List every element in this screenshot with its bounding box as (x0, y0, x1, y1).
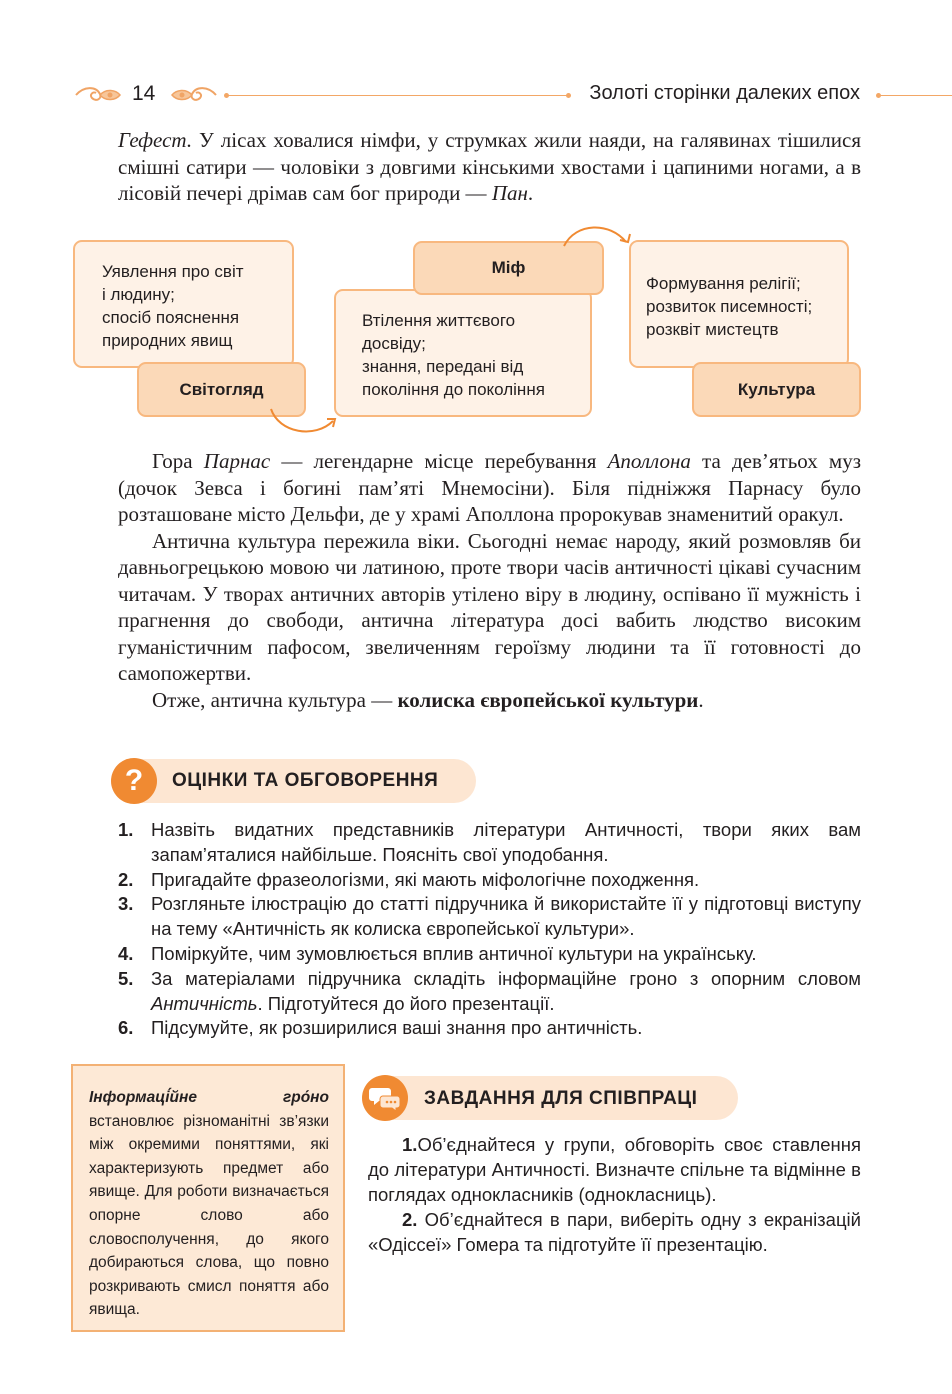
item-text: Розгляньте ілюстрацію до статті підручника й використайте її у підготовці виступу на тему «Античність як колиска європейської культури». (151, 893, 861, 940)
main-text (118, 448, 861, 713)
arrow-myth-to-culture-icon (558, 220, 638, 256)
arrow-worldview-to-myth-icon (265, 405, 345, 441)
paragraph-conclusion (118, 687, 861, 714)
question-icon: ? (111, 758, 157, 804)
header-rule-left-dot (224, 93, 229, 98)
task-1 (368, 1132, 861, 1207)
cooperation-tasks (368, 1132, 861, 1257)
culture-line: Формування релігії; (646, 274, 801, 293)
item-text: Назвіть видатних представників літератури Античності, твори яких вам запам’яталися найбільше. Поясніть свої уподобання. (151, 819, 861, 865)
task-1-number: 1. (402, 1134, 418, 1155)
p1-text-c: та дев’ятьох муз (дочок Зевса і богині пам’яті Мнемосіни). Біля підніжжя Парнасу було розташоване місто Дельфи, де у храмі Аполлона пророкував знаменитий оракул. (118, 449, 861, 526)
p1-text-b: — легендарне місце перебування (270, 449, 608, 473)
list-item (118, 967, 861, 1017)
info-box (71, 1064, 345, 1332)
item-text: Підсумуйте, як розширилися ваші знання про античність. (151, 1017, 643, 1039)
task-2-number: 2. (402, 1209, 418, 1230)
intro-paragraph (118, 127, 861, 207)
list-item (118, 1016, 861, 1041)
item-number: 5. (118, 967, 134, 989)
culture-label: Культура (692, 362, 861, 417)
p1-italic-parnassus: Парнас (203, 449, 271, 473)
list-item (118, 818, 861, 868)
assessment-list (118, 818, 861, 1041)
p1-text-a: Гора (152, 449, 204, 473)
worldview-line: природних явищ (102, 331, 233, 350)
intro-italic-pan: Пан (491, 181, 528, 205)
myth-line: Втілення життєвого (362, 311, 516, 330)
item-text-italic: Античність (151, 992, 258, 1014)
chat-bubbles-glyph-icon (369, 1084, 401, 1112)
p3-text-a: Отже, антична культура — (152, 687, 398, 712)
task-2-text: Об’єднайтеся в пари, виберіть одну з екранізацій «Одіссеї» Гомера та підготуйте її презентацію. (368, 1209, 861, 1255)
intro-text: У лісах ховалися німфи, у струмках жили наяди, на галявинах тішилися смішні сатири — чоловіки з довгими кінськими хвостами і цапиними ногами, а в лісовій печері дрімав сам бог природи — (118, 128, 861, 205)
worldview-line: і людину; (102, 285, 175, 304)
ornament-left-icon (74, 84, 122, 106)
worldview-line: спосіб пояснення (102, 308, 240, 327)
myth-line: знання, передані від (362, 357, 524, 376)
culture-box (629, 240, 849, 368)
paragraph-parnassus (118, 448, 861, 528)
culture-line: розквіт мистецтв (646, 320, 779, 339)
p3-end: . (698, 687, 704, 712)
p3-bold: колиска європейської культури (397, 687, 699, 712)
item-text: Пригадайте фразеологізми, які мають міфологічне походження. (151, 868, 700, 890)
chat-bubbles-icon (362, 1075, 408, 1121)
culture-line: розвиток писемності; (646, 297, 813, 316)
list-item (118, 868, 861, 893)
item-number: 4. (118, 942, 134, 964)
page-number: 14 (132, 82, 156, 105)
ornament-right-icon (170, 84, 218, 106)
item-number: 1. (118, 819, 134, 840)
intro-italic-hephaestus: Гефест. (118, 128, 193, 152)
item-number: 6. (118, 1017, 134, 1039)
running-title: Золоті сторінки далеких епох (589, 82, 860, 104)
item-text-a: За матеріалами підручника складіть інформаційне гроно з опорним словом (151, 967, 861, 989)
myth-box (334, 289, 592, 417)
item-text: Поміркуйте, чим зумовлюється вплив античної культури на українську. (151, 942, 757, 964)
item-number: 3. (118, 893, 134, 915)
header (0, 0, 952, 120)
myth-label: Міф (413, 241, 604, 295)
task-1-text: Об’єднайтеся у групи, обговоріть своє ставлення до літератури Античності. Визначте спільне та відмінне в поглядах однокласників (однокласниць). (368, 1134, 861, 1205)
list-item (118, 892, 861, 942)
intro-end: . (527, 181, 534, 205)
header-rule-right (880, 95, 952, 96)
item-text-b: . Підготуйтеся до його презентації. (257, 992, 555, 1014)
info-text: встановлює різноманітні зв’язки між окремими поняттями, які характеризують предмет або явище. Для роботи визначається опорне слово або словосполучення, до якого добираються слова, що повно розкривають смисл поняття або явища. (89, 1112, 329, 1319)
worldview-label: Світогляд (137, 362, 306, 417)
worldview-box (73, 240, 294, 368)
myth-line: досвіду; (362, 334, 426, 353)
assessment-title: ОЦІНКИ ТА ОБГОВОРЕННЯ (172, 770, 439, 791)
cooperation-title: ЗАВДАННЯ ДЛЯ СПІВПРАЦІ (424, 1088, 698, 1109)
concept-diagram (0, 220, 952, 442)
worldview-line: Уявлення про світ (102, 262, 244, 281)
header-rule-left (228, 95, 568, 96)
p1-italic-apollo: Аполлона (607, 449, 691, 473)
myth-line: покоління до покоління (362, 380, 545, 399)
item-number: 2. (118, 868, 134, 890)
header-rule-left-dot-end (566, 93, 571, 98)
info-term: Інформаці́йне гро́но (89, 1089, 329, 1106)
list-item (118, 942, 861, 967)
paragraph-antique-culture: Антична культура пережила віки. Сьогодні немає народу, який розмовляв би давньогрецькою мовою чи латиною, проте твори часів античності цікаві сучасним читачам. У творах античних авторів утілено віру в людину, оспівано її мужність і прагнення до свободи, антична література досі вабить людство високим гуманістичним пафосом, звеличенням героїзму людини та її готовності до самопожертви. (118, 528, 861, 685)
task-2 (368, 1207, 861, 1257)
